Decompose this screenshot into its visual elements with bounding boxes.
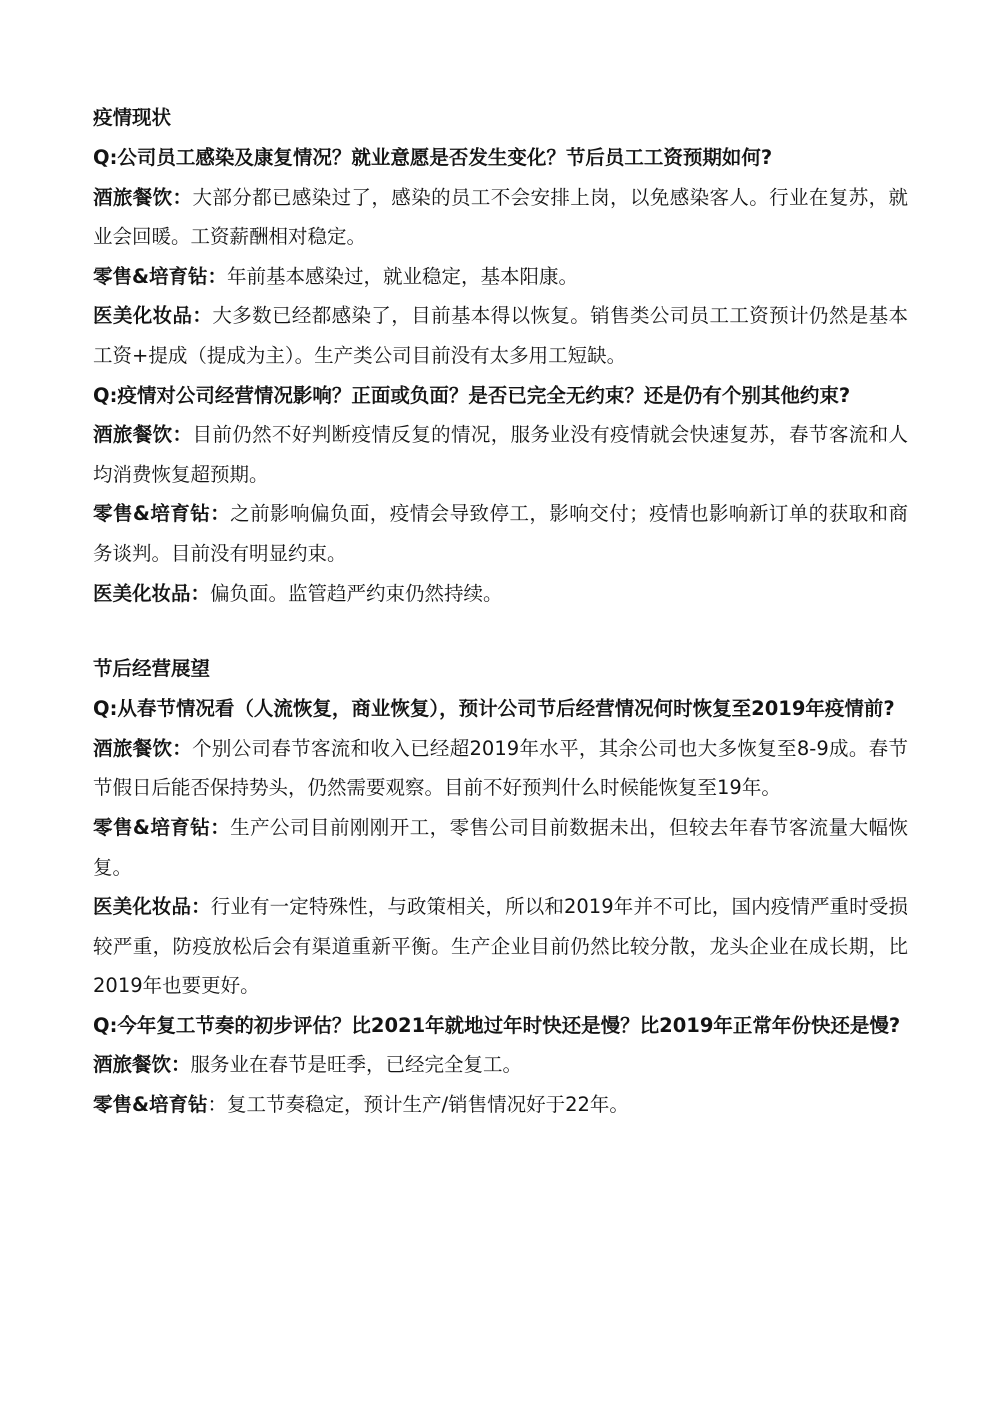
section-spacer [93, 613, 908, 649]
qa-item [93, 138, 908, 376]
qa-item [93, 376, 908, 614]
answer-label: 医美化妆品： [93, 895, 211, 919]
answer-text: 大部分都已感染过了，感染的员工不会安排上岗，以免感染客人。行业在复苏，就业会回暖。工资薪酬相对稳定。 [93, 185, 908, 249]
answer [93, 574, 908, 614]
question: Q:从春节情况看（人流恢复，商业恢复），预计公司节后经营情况何时恢复至2019年疫情前? [93, 697, 895, 721]
answer-text: ：复工节奏稳定，预计生产/销售情况好于22年。 [207, 1093, 629, 1117]
answer-label: 酒旅餐饮： [93, 1053, 191, 1077]
answer-label: 零售&培育钻 [93, 1093, 208, 1117]
answer-label: 零售&培育钻： [93, 815, 231, 839]
answer-label: 酒旅餐饮： [93, 185, 193, 209]
answer-text: 个别公司春节客流和收入已经超2019年水平，其余公司也大多恢复至8-9成。春节节假日后能否保持势头，仍然需要观察。目前不好预判什么时候能恢复至19年。 [93, 736, 908, 800]
answer [93, 1045, 908, 1085]
answer-label: 酒旅餐饮： [93, 736, 193, 760]
answer [93, 178, 908, 257]
answer-text: 年前基本感染过，就业稳定，基本阳康。 [227, 264, 579, 288]
document-page [93, 98, 908, 1125]
answer [93, 729, 908, 808]
answer [93, 257, 908, 297]
answer [93, 494, 908, 573]
answer-text: 服务业在春节是旺季，已经完全复工。 [190, 1053, 523, 1077]
answer-text: 偏负面。监管趋严约束仍然持续。 [210, 581, 503, 605]
answer [93, 887, 908, 1006]
answer-text: 目前仍然不好判断疫情反复的情况，服务业没有疫情就会快速复苏，春节客流和人均消费恢复超预期。 [93, 423, 908, 486]
question: Q:今年复工节奏的初步评估？比2021年就地过年时快还是慢？比2019年正常年份快还是慢? [93, 1013, 901, 1037]
answer-label: 医美化妆品： [93, 581, 211, 605]
answer-text: 生产公司目前刚刚开工，零售公司目前数据未出，但较去年春节客流量大幅恢复。 [93, 815, 908, 879]
question: Q:疫情对公司经营情况影响？正面或负面？是否已完全无约束？还是仍有个别其他约束? [93, 383, 851, 407]
answer-text: 大多数已经都感染了，目前基本得以恢复。销售类公司员工工资预计仍然是基本工资+提成（提成为主）。生产类公司目前没有太多用工短缺。 [93, 304, 908, 367]
answer-label: 零售&培育钻： [93, 264, 228, 288]
question: Q:公司员工感染及康复情况？就业意愿是否发生变化？节后员工工资预期如何? [93, 146, 773, 169]
answer [93, 808, 908, 887]
answer [93, 296, 908, 375]
answer-label: 医美化妆品： [93, 304, 213, 328]
answer [93, 415, 908, 494]
section-title: 节后经营展望 [93, 657, 211, 681]
qa-item [93, 689, 908, 1006]
answer [93, 1085, 908, 1125]
answer-text: 之前影响偏负面，疫情会导致停工，影响交付；疫情也影响新订单的获取和商务谈判。目前没有明显约束。 [93, 502, 908, 565]
section-epidemic-status [93, 98, 908, 613]
answer-label: 酒旅餐饮： [93, 423, 193, 447]
answer-label: 零售&培育钻： [93, 502, 231, 526]
section-title: 疫情现状 [93, 106, 172, 129]
qa-item [93, 1006, 908, 1125]
section-post-holiday-outlook [93, 649, 908, 1125]
answer-text: 行业有一定特殊性，与政策相关，所以和2019年并不可比，国内疫情严重时受损较严重，防疫放松后会有渠道重新平衡。生产企业目前仍然比较分散，龙头企业在成长期，比2019年也要更好。 [93, 895, 908, 998]
